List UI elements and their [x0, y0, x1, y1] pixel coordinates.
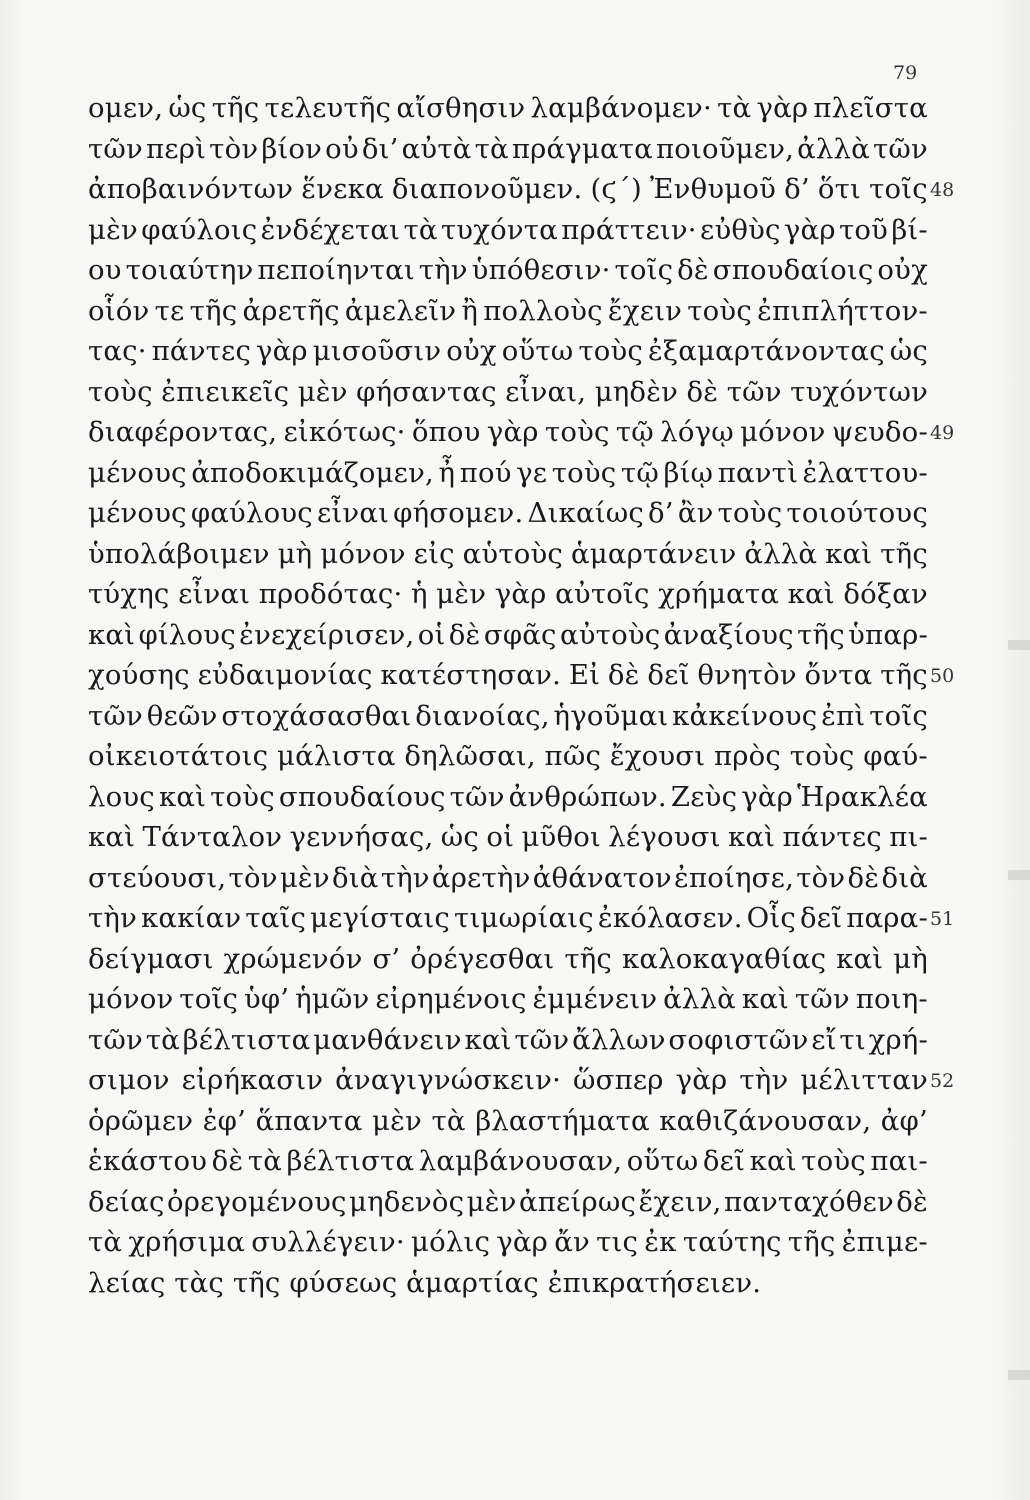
text-line: σιμον εἰρήκασιν ἀναγιγνώσκειν· ὥσπερ γὰρ τὴν μέλιτταν	[88, 1064, 928, 1096]
section-number: 52	[930, 1070, 955, 1092]
page-edge-mark	[1008, 870, 1030, 880]
section-number: 50	[930, 665, 955, 687]
text-line: στεύουσι, τὸν μὲν διὰ τὴν ἀρετὴν ἀθάνατον ἐποίησε, τὸν δὲ διὰ	[88, 861, 928, 894]
text-line: τύχης εἶναι προδότας· ἡ μὲν γὰρ αὐτοῖς χρήματα καὶ δόξαν	[88, 578, 928, 610]
text-line: καὶ Τάνταλον γεννήσας, ὡς οἱ μῦθοι λέγουσι καὶ πάντες πι-	[88, 821, 928, 853]
text-line: τῶν τὰ βέλτιστα μανθάνειν καὶ τῶν ἄλλων σοφιστῶν εἴ τι χρή-	[88, 1023, 928, 1056]
text-line: μένους φαύλους εἶναι φήσομεν. Δικαίως δ’ ἂν τοὺς τοιούτους	[88, 497, 928, 529]
text-line: ἀποβαινόντων ἕνεκα διαπονοῦμεν. (ϛ΄) Ἐνθυμοῦ δ’ ὅτι τοῖς	[88, 173, 928, 205]
text-line: τὴν κακίαν ταῖς μεγίσταις τιμωρίαις ἐκόλασεν. Οἷς δεῖ παρα-	[88, 902, 928, 934]
main-text-block	[88, 88, 928, 1303]
text-line: λους καὶ τοὺς σπουδαίους τῶν ἀνθρώπων. Ζεὺς γὰρ Ἡρακλέα	[88, 780, 928, 813]
section-number: 49	[930, 422, 955, 444]
text-line: ομεν, ὡς τῆς τελευτῆς αἴσθησιν λαμβάνομεν· τὰ γὰρ πλεῖστα	[88, 92, 928, 124]
text-line: δείγμασι χρώμενόν σ’ ὀρέγεσθαι τῆς καλοκαγαθίας καὶ μὴ	[88, 942, 928, 975]
text-line: μὲν φαύλοις ἐνδέχεται τὰ τυχόντα πράττειν· εὐθὺς γὰρ τοῦ βί-	[88, 213, 928, 246]
text-line: τας· πάντες γὰρ μισοῦσιν οὐχ οὕτω τοὺς ἐξαμαρτάνοντας ὡς	[88, 335, 928, 367]
text-line: τῶν θεῶν στοχάσασθαι διανοίας, ἡγοῦμαι κἀκείνους ἐπὶ τοῖς	[88, 699, 928, 732]
text-line: οἰκειοτάτοις μάλιστα δηλῶσαι, πῶς ἔχουσι πρὸς τοὺς φαύ-	[88, 740, 928, 772]
text-line: ου τοιαύτην πεποίηνται τὴν ὑπόθεσιν· τοῖς δὲ σπουδαίοις οὐχ	[88, 254, 928, 286]
text-line: τὰ χρήσιμα συλλέγειν· μόλις γὰρ ἄν τις ἐκ ταύτης τῆς ἐπιμε-	[88, 1226, 928, 1258]
text-line: διαφέροντας, εἰκότως· ὅπου γὰρ τοὺς τῷ λόγῳ μόνον ψευδο-	[88, 416, 928, 448]
text-line: οἷόν τε τῆς ἀρετῆς ἀμελεῖν ἢ πολλοὺς ἔχειν τοὺς ἐπιπλήττον-	[88, 294, 928, 327]
text-line: καὶ φίλους ἐνεχείρισεν, οἱ δὲ σφᾶς αὐτοὺς ἀναξίους τῆς ὑπαρ-	[88, 618, 928, 651]
section-number: 51	[930, 908, 955, 930]
page-number: 79	[893, 62, 918, 84]
text-line: μένους ἀποδοκιμάζομεν, ἦ πού γε τοὺς τῷ βίῳ παντὶ ἐλαττου-	[88, 456, 928, 489]
text-line: λείας τὰς τῆς φύσεως ἁμαρτίας ἐπικρατήσειεν.	[88, 1266, 762, 1299]
section-number: 48	[930, 179, 955, 201]
text-line: χούσης εὐδαιμονίας κατέστησαν. Εἰ δὲ δεῖ θνητὸν ὄντα τῆς	[88, 659, 928, 691]
page-edge-mark	[1008, 640, 1030, 650]
text-line: ὑπολάβοιμεν μὴ μόνον εἰς αὑτοὺς ἁμαρτάνειν ἀλλὰ καὶ τῆς	[88, 537, 928, 570]
text-line: τῶν περὶ τὸν βίον οὐ δι’ αὐτὰ τὰ πράγματα ποιοῦμεν, ἀλλὰ τῶν	[88, 132, 928, 165]
text-line: ὁρῶμεν ἐφ’ ἅπαντα μὲν τὰ βλαστήματα καθιζάνουσαν, ἀφ’	[88, 1104, 928, 1137]
text-line: ἑκάστου δὲ τὰ βέλτιστα λαμβάνουσαν, οὕτω δεῖ καὶ τοὺς παι-	[88, 1145, 928, 1177]
text-line: μόνον τοῖς ὑφ’ ἡμῶν εἰρημένοις ἐμμένειν ἀλλὰ καὶ τῶν ποιη-	[88, 983, 928, 1015]
page-edge-mark	[1008, 1370, 1030, 1380]
text-line: δείας ὀρεγομένους μηδενὸς μὲν ἀπείρως ἔχειν, πανταχόθεν δὲ	[88, 1185, 928, 1218]
text-line: τοὺς ἐπιεικεῖς μὲν φήσαντας εἶναι, μηδὲν δὲ τῶν τυχόντων	[88, 375, 928, 408]
